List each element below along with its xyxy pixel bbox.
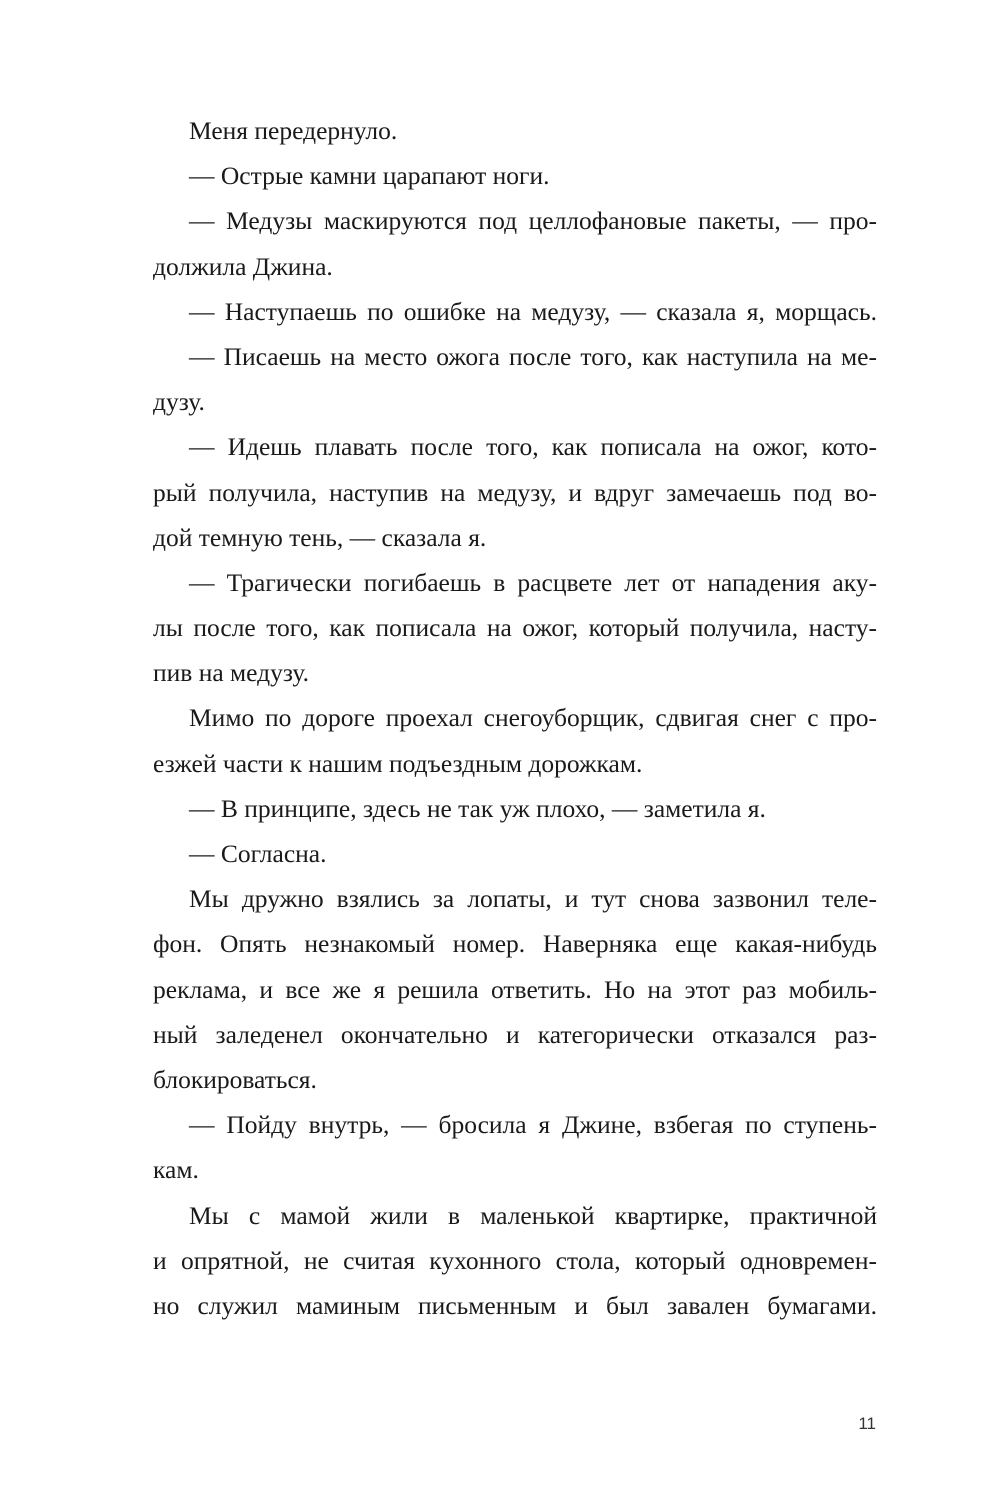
text-line: — Медузы маскируются под целлофановые пакеты, — про- <box>189 206 877 236</box>
text-line: Мы с мамой жили в маленькой квартирке, практичной <box>189 1200 877 1230</box>
text-line: — В принципе, здесь не так уж плохо, — заметила я. <box>189 793 766 823</box>
text-line: — Пойду внутрь, — бросила я Джине, взбегая по ступень- <box>189 1110 877 1140</box>
page-number: 11 <box>858 1414 876 1433</box>
text-line: — Трагически погибаешь в расцвете лет от нападения аку- <box>189 567 877 597</box>
text-line: фон. Опять незнакомый номер. Наверняка еще какая-нибудь <box>153 929 877 959</box>
text-line: — Идешь плавать после того, как пописала на ожог, кото- <box>189 432 877 462</box>
text-line: лы после того, как пописала на ожог, который получила, насту- <box>153 613 877 643</box>
text-line: рый получила, наступив на медузу, и вдруг замечаешь под во- <box>153 477 877 507</box>
text-line: — Острые камни царапают ноги. <box>189 161 550 191</box>
body-text <box>153 108 877 1328</box>
text-line: ный заледенел окончательно и категорически отказался раз- <box>153 1019 877 1049</box>
text-line: — Согласна. <box>189 839 327 868</box>
text-line: блокироваться. <box>153 1064 317 1094</box>
text-line: должила Джина. <box>153 251 333 281</box>
text-line: пив на медузу. <box>153 658 310 688</box>
text-line: дой темную тень, — сказала я. <box>153 522 487 552</box>
text-line: дузу. <box>153 387 205 417</box>
text-line: и опрятной, не считая кухонного стола, который одновремен- <box>153 1245 877 1275</box>
text-line: Меня передернуло. <box>189 116 398 145</box>
text-line: Мимо по дороге проехал снегоуборщик, сдвигая снег с про- <box>189 703 877 733</box>
text-line: — Наступаешь по ошибке на медузу, — сказала я, морщась. <box>189 296 877 326</box>
text-line: реклама, и все же я решила ответить. Но на этот раз мобиль- <box>153 974 877 1004</box>
text-line: кам. <box>153 1155 199 1185</box>
text-line: но служил маминым письменным и был завален бумагами. <box>153 1290 877 1320</box>
text-line: езжей части к нашим подъездным дорожкам. <box>153 748 643 778</box>
text-line: Мы дружно взялись за лопаты, и тут снова зазвонил теле- <box>189 884 877 914</box>
text-line: — Писаешь на место ожога после того, как наступила на ме- <box>189 341 877 371</box>
